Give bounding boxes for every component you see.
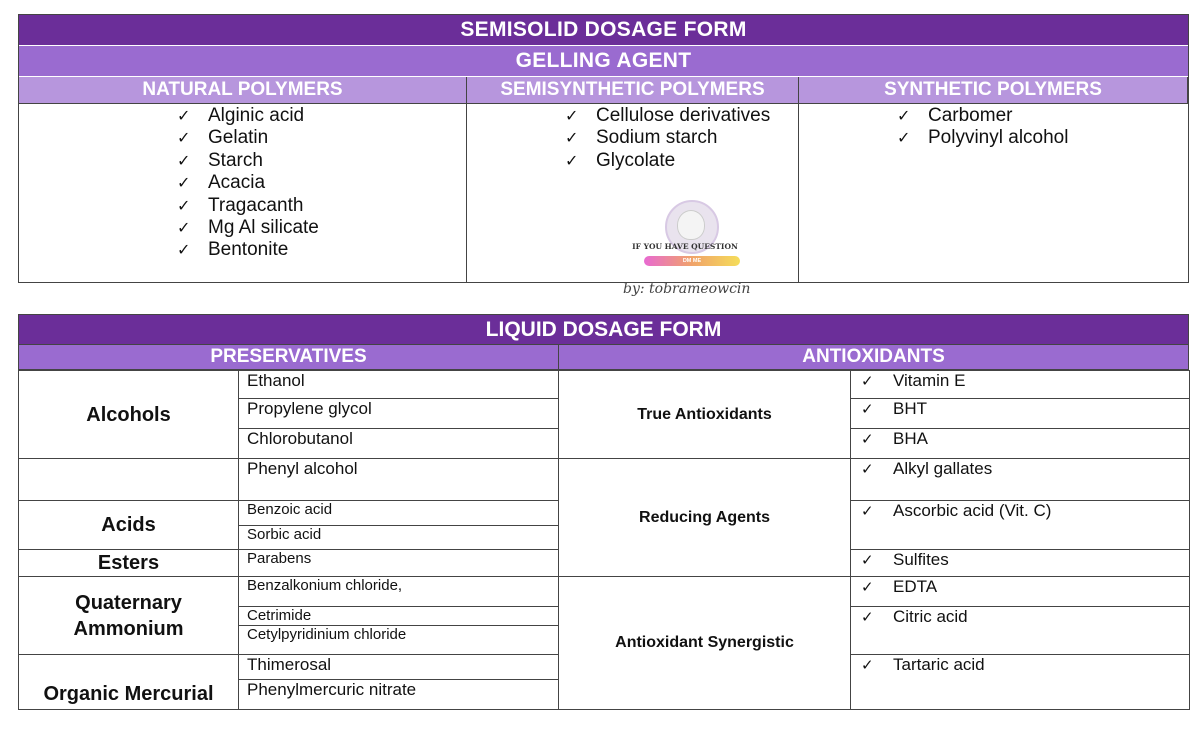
list-item-label: Tragacanth (208, 194, 304, 216)
preservative-cell: Phenyl alcohol (239, 459, 559, 501)
check-icon: ✓ (861, 608, 874, 626)
preservative-cell: Benzalkonium chloride, (239, 577, 559, 607)
preservative-cell: Chlorobutanol (239, 429, 559, 459)
antioxidant-cell (851, 399, 1190, 429)
preservative-cell: Cetrimide (239, 607, 559, 626)
semisynthetic-polymers-list (565, 105, 770, 172)
check-icon: ✓ (177, 195, 191, 215)
list-item (177, 195, 319, 217)
antioxidant-label: EDTA (893, 577, 938, 596)
watermark (620, 200, 760, 300)
check-icon: ✓ (177, 218, 191, 238)
category-acids: Acids (19, 501, 239, 550)
check-icon: ✓ (177, 106, 191, 125)
synthetic-polymers-list-cell (799, 104, 1188, 282)
list-item-label: Starch (208, 149, 263, 171)
antioxidant-label: Ascorbic acid (Vit. C) (893, 501, 1052, 520)
liquid-table (18, 314, 1189, 710)
antioxidant-label: BHA (893, 429, 928, 448)
list-item (897, 127, 1068, 149)
synthetic-polymers-list (897, 105, 1068, 150)
list-item-label: Sodium starch (596, 127, 718, 149)
category-organic-mercurial: Organic Mercurial (19, 655, 239, 710)
list-item-label: Acacia (208, 172, 266, 194)
preservative-cell: Propylene glycol (239, 399, 559, 429)
check-icon: ✓ (897, 106, 911, 125)
list-item (565, 105, 770, 127)
antioxidant-cell (851, 501, 1190, 550)
antioxidants-header: ANTIOXIDANTS (558, 344, 1189, 370)
dm-me-badge: DM ME (644, 256, 740, 266)
list-item-label: Mg Al silicate (208, 217, 319, 239)
antioxidant-label: Alkyl gallates (893, 459, 993, 478)
natural-polymers-header: NATURAL POLYMERS (19, 77, 467, 104)
list-item-label: Bentonite (208, 239, 289, 261)
antioxidant-cell (851, 577, 1190, 607)
check-icon: ✓ (861, 578, 874, 596)
list-item-label: Alginic acid (208, 105, 305, 126)
check-icon: ✓ (861, 502, 874, 520)
list-item (177, 172, 319, 194)
list-item (177, 105, 319, 127)
watermark-text: IF YOU HAVE QUESTION (632, 242, 738, 251)
preservative-cell: Phenylmercuric nitrate (239, 680, 559, 710)
gelling-agent-subtitle: GELLING AGENT (19, 46, 1188, 77)
check-icon: ✓ (177, 128, 191, 148)
group-reducing-agents: Reducing Agents (559, 459, 851, 577)
antioxidant-cell (851, 655, 1190, 710)
synthetic-polymers-header: SYNTHETIC POLYMERS (799, 77, 1188, 104)
table-row (19, 577, 1190, 607)
antioxidant-label: Sulfites (893, 550, 949, 569)
semisolid-title: SEMISOLID DOSAGE FORM (19, 15, 1188, 46)
list-item-label: Polyvinyl alcohol (928, 127, 1069, 149)
list-item-label: Carbomer (928, 105, 1013, 126)
natural-polymers-list (177, 105, 319, 262)
check-icon: ✓ (861, 656, 874, 674)
check-icon: ✓ (861, 372, 874, 390)
liquid-grid (18, 370, 1190, 710)
author-signature: by: tobrameowcin (623, 281, 751, 297)
category-quaternary-ammonium: Quaternary Ammonium (19, 577, 239, 655)
antioxidant-label: BHT (893, 399, 927, 418)
group-antioxidant-synergistic: Antioxidant Synergistic (559, 577, 851, 710)
table-row (19, 459, 1190, 501)
list-item (177, 127, 319, 149)
antioxidant-cell (851, 459, 1190, 501)
check-icon: ✓ (861, 551, 874, 569)
list-item (177, 217, 319, 239)
semisynthetic-polymers-header: SEMISYNTHETIC POLYMERS (467, 77, 799, 104)
check-icon: ✓ (861, 460, 874, 478)
group-true-antioxidants: True Antioxidants (559, 371, 851, 459)
check-icon: ✓ (861, 400, 874, 418)
semisolid-table (18, 14, 1189, 283)
list-item-label: Gelatin (208, 127, 269, 149)
list-item (565, 150, 770, 172)
check-icon: ✓ (861, 430, 874, 448)
list-item (177, 239, 319, 261)
list-item-label: Cellulose derivatives (596, 105, 771, 126)
antioxidant-cell (851, 550, 1190, 577)
list-item (897, 105, 1068, 127)
preservative-cell: Thimerosal (239, 655, 559, 680)
preservative-cell: Sorbic acid (239, 526, 559, 550)
antioxidant-label: Vitamin E (893, 371, 966, 390)
preservative-cell: Ethanol (239, 371, 559, 399)
natural-polymers-list-cell (19, 104, 467, 282)
check-icon: ✓ (897, 128, 911, 148)
check-icon: ✓ (177, 240, 191, 260)
list-item (565, 127, 770, 149)
table-row (19, 371, 1190, 399)
antioxidant-cell (851, 429, 1190, 459)
liquid-title: LIQUID DOSAGE FORM (18, 314, 1189, 344)
antioxidant-label: Citric acid (893, 607, 968, 626)
check-icon: ✓ (565, 106, 579, 125)
list-item (177, 150, 319, 172)
check-icon: ✓ (177, 150, 191, 170)
preservative-cell: Cetylpyridinium chloride (239, 626, 559, 655)
category-alcohols: Alcohols (19, 371, 239, 459)
category-esters: Esters (19, 550, 239, 577)
check-icon: ✓ (565, 150, 579, 170)
antioxidant-cell (851, 371, 1190, 399)
check-icon: ✓ (177, 173, 191, 193)
antioxidant-label: Tartaric acid (893, 655, 985, 674)
preservative-cell: Benzoic acid (239, 501, 559, 526)
check-icon: ✓ (565, 128, 579, 148)
list-item-label: Glycolate (596, 149, 676, 171)
category-alcohols-cont (19, 459, 239, 501)
antioxidant-cell (851, 607, 1190, 655)
preservatives-header: PRESERVATIVES (18, 344, 558, 370)
preservative-cell: Parabens (239, 550, 559, 577)
